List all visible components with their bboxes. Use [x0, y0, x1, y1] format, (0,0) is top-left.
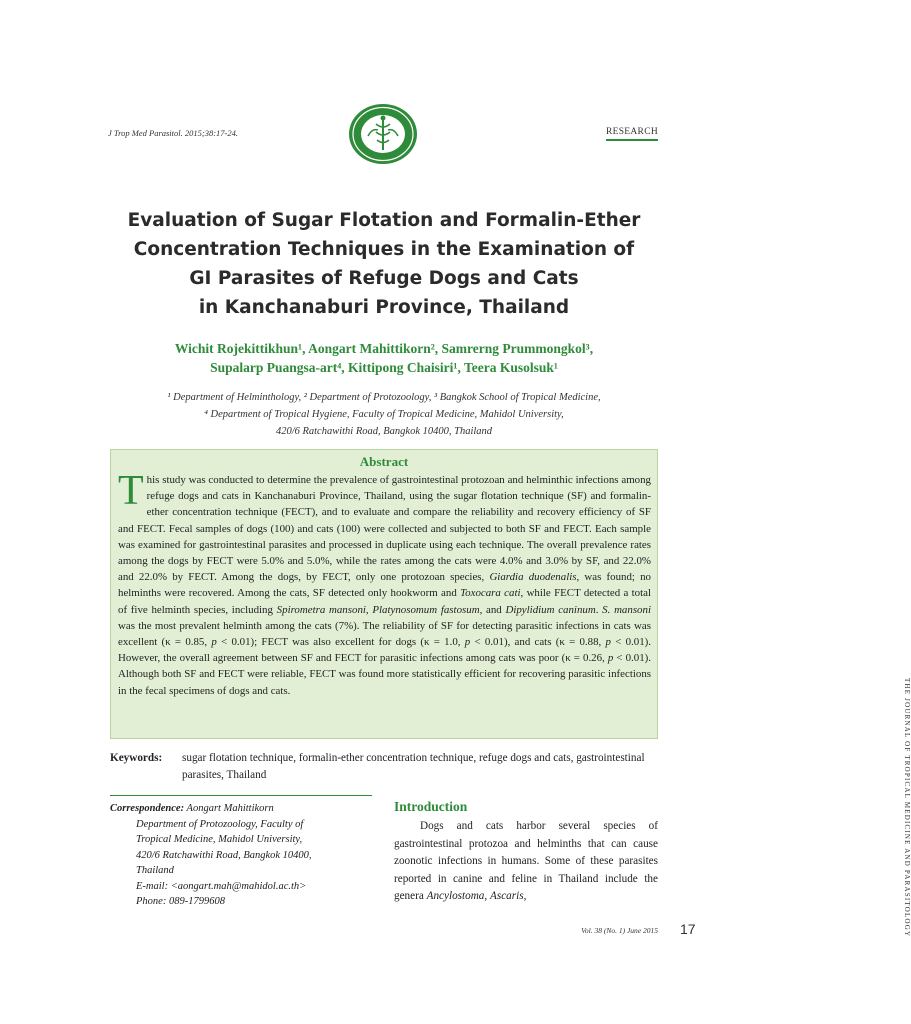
footer-volume: Vol. 38 (No. 1) June 2015	[581, 926, 658, 935]
intro-segment: ,	[484, 890, 490, 902]
title-line: GI Parasites of Refuge Dogs and Cats	[189, 268, 579, 289]
species-name: Giardia duodenalis	[489, 571, 577, 584]
title-line: Evaluation of Sugar Flotation and Formalin-Ether	[127, 210, 641, 231]
section-label: RESEARCH	[606, 127, 658, 141]
abstract-segment: .	[595, 603, 603, 616]
p-value-symbol: p	[211, 636, 217, 649]
author-list	[60, 339, 708, 377]
introduction-heading: Introduction	[394, 799, 468, 814]
correspondence-name: Aongart Mahittikorn	[186, 803, 274, 814]
species-name: Platynosomum fastosum	[372, 603, 480, 616]
article-title	[60, 206, 708, 322]
p-value-symbol: p	[605, 636, 611, 649]
authors-line: Wichit Rojekittikhun¹, Aongart Mahittikorn², Samrerng Prummongkol³,	[174, 341, 594, 356]
species-name: Dipylidium caninum	[505, 603, 596, 616]
correspondence-email: E-mail: <aongart.mah@mahidol.ac.th>	[136, 880, 307, 892]
title-line: in Kanchanaburi Province, Thailand	[198, 297, 570, 318]
correspondence-line: Department of Protozoology, Faculty of	[136, 818, 304, 830]
journal-side-title: THE JOURNAL OF TROPICAL MEDICINE AND PARASITOLOGY	[903, 678, 911, 938]
correspondence-divider	[110, 795, 372, 796]
abstract-segment: ,	[365, 603, 373, 616]
page-number: 17	[680, 921, 696, 937]
intro-segment: ,	[523, 890, 527, 902]
abstract-segment: his study was conducted to determine the prevalence of gastrointestinal protozoan and helminthic infections among refuge dogs and cats in Kanchanaburi Province, Thailand, using the sugar flotation technique (SF) and formalin-ether concentration technique (FECT), and to evaluate and compare the reliability and recovery efficiency of SF and FECT. Fecal samples of dogs (100) and cats (100) were collected and subjected to both SF and FECT. Each sample was examined for gastrointestinal parasites and processed in duplicate using each technique. The overall prevalence rates among the dogs by FECT were 5.0% and 5.0%, while the rates among the cats were 4.0% and 3.0% by SF, and 22.0% and 22.0% by FECT. Among the dogs, by FECT, only one protozoan species,	[118, 474, 651, 584]
affiliation-line: ¹ Department of Helminthology, ² Department of Protozoology, ³ Bangkok School of Tropical Medicine,	[167, 392, 601, 403]
abstract-heading: Abstract	[359, 454, 409, 469]
genus-name: Ancylostoma	[426, 890, 485, 902]
abstract-segment: < 0.01). However, the overall agreement between SF and FECT for parasitic infections among cats was poor (κ = 0.26,	[118, 636, 652, 665]
abstract-text	[118, 468, 652, 699]
correspondence-block	[110, 801, 380, 910]
abstract-segment: , while FECT detected a total of five helminth species, including	[118, 587, 651, 616]
genus-name: Ascaris	[490, 890, 524, 902]
species-name: Spirometra mansoni	[276, 603, 366, 616]
correspondence-label: Correspondence:	[110, 803, 185, 814]
abstract-segment: < 0.01). Although both SF and FECT were reliable, FECT was found more statistically efficient for recovering parasitic infections in the fecal specimens of dogs and cats.	[118, 652, 651, 697]
affiliation-line: 420/6 Ratchawithi Road, Bangkok 10400, Thailand	[275, 426, 493, 437]
species-name: Toxocara cati	[460, 587, 521, 600]
abstract-segment: , was found; no helminths were recovered. Among the cats, SF detected only hookworm and	[118, 571, 652, 600]
journal-citation: J Trop Med Parasitol. 2015;38:17-24.	[108, 128, 239, 138]
keywords-label: Keywords:	[110, 752, 163, 764]
abstract-box	[110, 449, 658, 739]
affiliation-line: ⁴ Department of Tropical Hygiene, Faculty of Tropical Medicine, Mahidol University,	[204, 409, 564, 420]
drop-cap: T	[118, 468, 144, 514]
abstract-segment: was the most prevalent helminth among the cats (7%). The reliability of SF for detecting parasitic infections in cats was excellent (κ = 0.85,	[118, 619, 651, 649]
journal-seal-icon	[346, 102, 420, 166]
abstract-segment: < 0.01), and cats (κ = 0.88,	[470, 636, 606, 649]
correspondence-line: Tropical Medicine, Mahidol University,	[136, 834, 303, 845]
species-name: S. mansoni	[602, 603, 651, 616]
abstract-segment: , and	[479, 603, 506, 616]
correspondence-phone: Phone: 089-1799608	[136, 896, 225, 907]
introduction-text	[394, 818, 658, 906]
abstract-segment: < 0.01); FECT was also excellent for dogs (κ = 1.0,	[216, 636, 465, 649]
affiliations	[60, 389, 708, 440]
p-value-symbol: p	[464, 636, 471, 649]
title-line: Concentration Techniques in the Examination of	[133, 239, 635, 260]
keywords-text: sugar flotation technique, formalin-ether concentration technique, refuge dogs and cats, gastrointestinal parasites, Thailand	[182, 752, 645, 781]
intro-segment: Dogs and cats harbor several species of gastrointestinal protozoa and helminths that can cause zoonotic infections in humans. Some of these parasites reported in canine and feline in Thailand include the genera	[394, 820, 658, 902]
correspondence-line: 420/6 Ratchawithi Road, Bangkok 10400,	[136, 849, 312, 861]
p-value-symbol: p	[607, 652, 614, 665]
authors-line: Supalarp Puangsa-art⁴, Kittipong Chaisiri¹, Teera Kusolsuk¹	[210, 360, 558, 375]
correspondence-line: Thailand	[136, 865, 174, 876]
